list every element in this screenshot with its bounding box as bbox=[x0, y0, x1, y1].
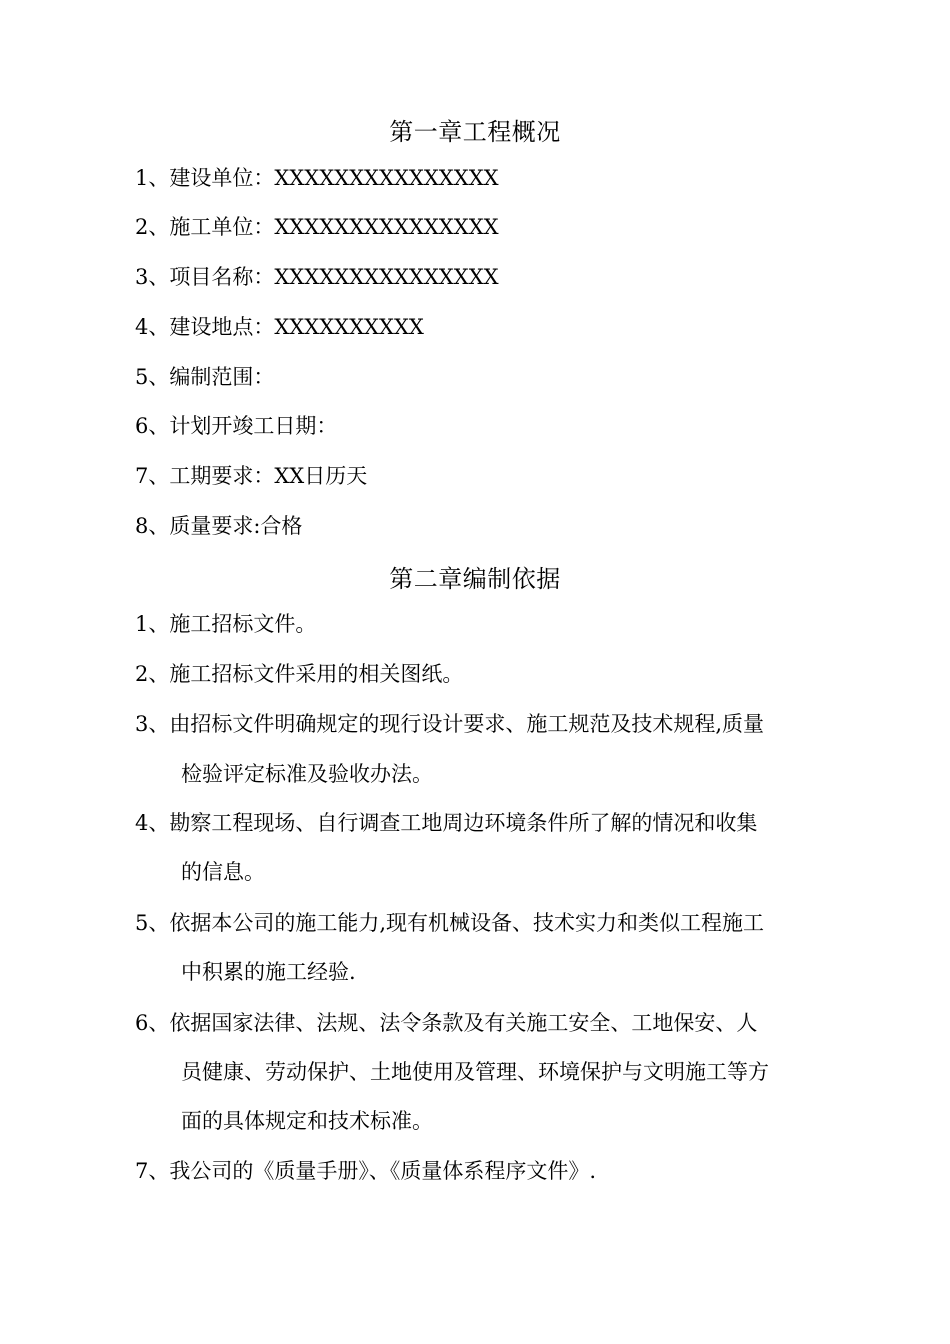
project-info-item: 1、建设单位：XXXXXXXXXXXXXXX bbox=[135, 166, 499, 190]
basis-item-continuation: 员健康、劳动保护、土地使用及管理、环境保护与文明施工等方 bbox=[181, 1060, 769, 1084]
basis-item: 2、施工招标文件采用的相关图纸。 bbox=[135, 662, 464, 686]
chapter-1-title: 第一章工程概况 bbox=[389, 118, 561, 146]
basis-item-continuation: 面的具体规定和技术标准。 bbox=[181, 1109, 433, 1133]
project-info-item: 5、编制范围： bbox=[135, 365, 275, 389]
basis-item-continuation: 的信息。 bbox=[181, 860, 265, 884]
basis-item: 5、依据本公司的施工能力,现有机械设备、技术实力和类似工程施工 bbox=[135, 911, 765, 935]
basis-item-continuation: 中积累的施工经验. bbox=[181, 960, 356, 984]
basis-item: 3、由招标文件明确规定的现行设计要求、施工规范及技术规程,质量 bbox=[135, 712, 765, 736]
basis-item: 7、我公司的《质量手册》、《质量体系程序文件》. bbox=[135, 1159, 597, 1183]
project-info-item: 8、质量要求:合格 bbox=[135, 514, 303, 538]
project-info-item: 3、项目名称：XXXXXXXXXXXXXXX bbox=[135, 265, 499, 289]
basis-item-continuation: 检验评定标准及验收办法。 bbox=[181, 762, 433, 786]
project-info-item: 6、计划开竣工日期： bbox=[135, 414, 338, 438]
basis-item: 4、勘察工程现场、自行调查工地周边环境条件所了解的情况和收集 bbox=[135, 811, 758, 835]
chapter-2-title: 第二章编制依据 bbox=[389, 565, 561, 593]
basis-item: 1、施工招标文件。 bbox=[135, 612, 317, 636]
basis-item: 6、依据国家法律、法规、法令条款及有关施工安全、工地保安、人 bbox=[135, 1011, 758, 1035]
project-info-item: 4、建设地点：XXXXXXXXXX bbox=[135, 315, 424, 339]
project-info-item: 7、工期要求：XX日历天 bbox=[135, 464, 368, 488]
project-info-item: 2、施工单位：XXXXXXXXXXXXXXX bbox=[135, 215, 499, 239]
